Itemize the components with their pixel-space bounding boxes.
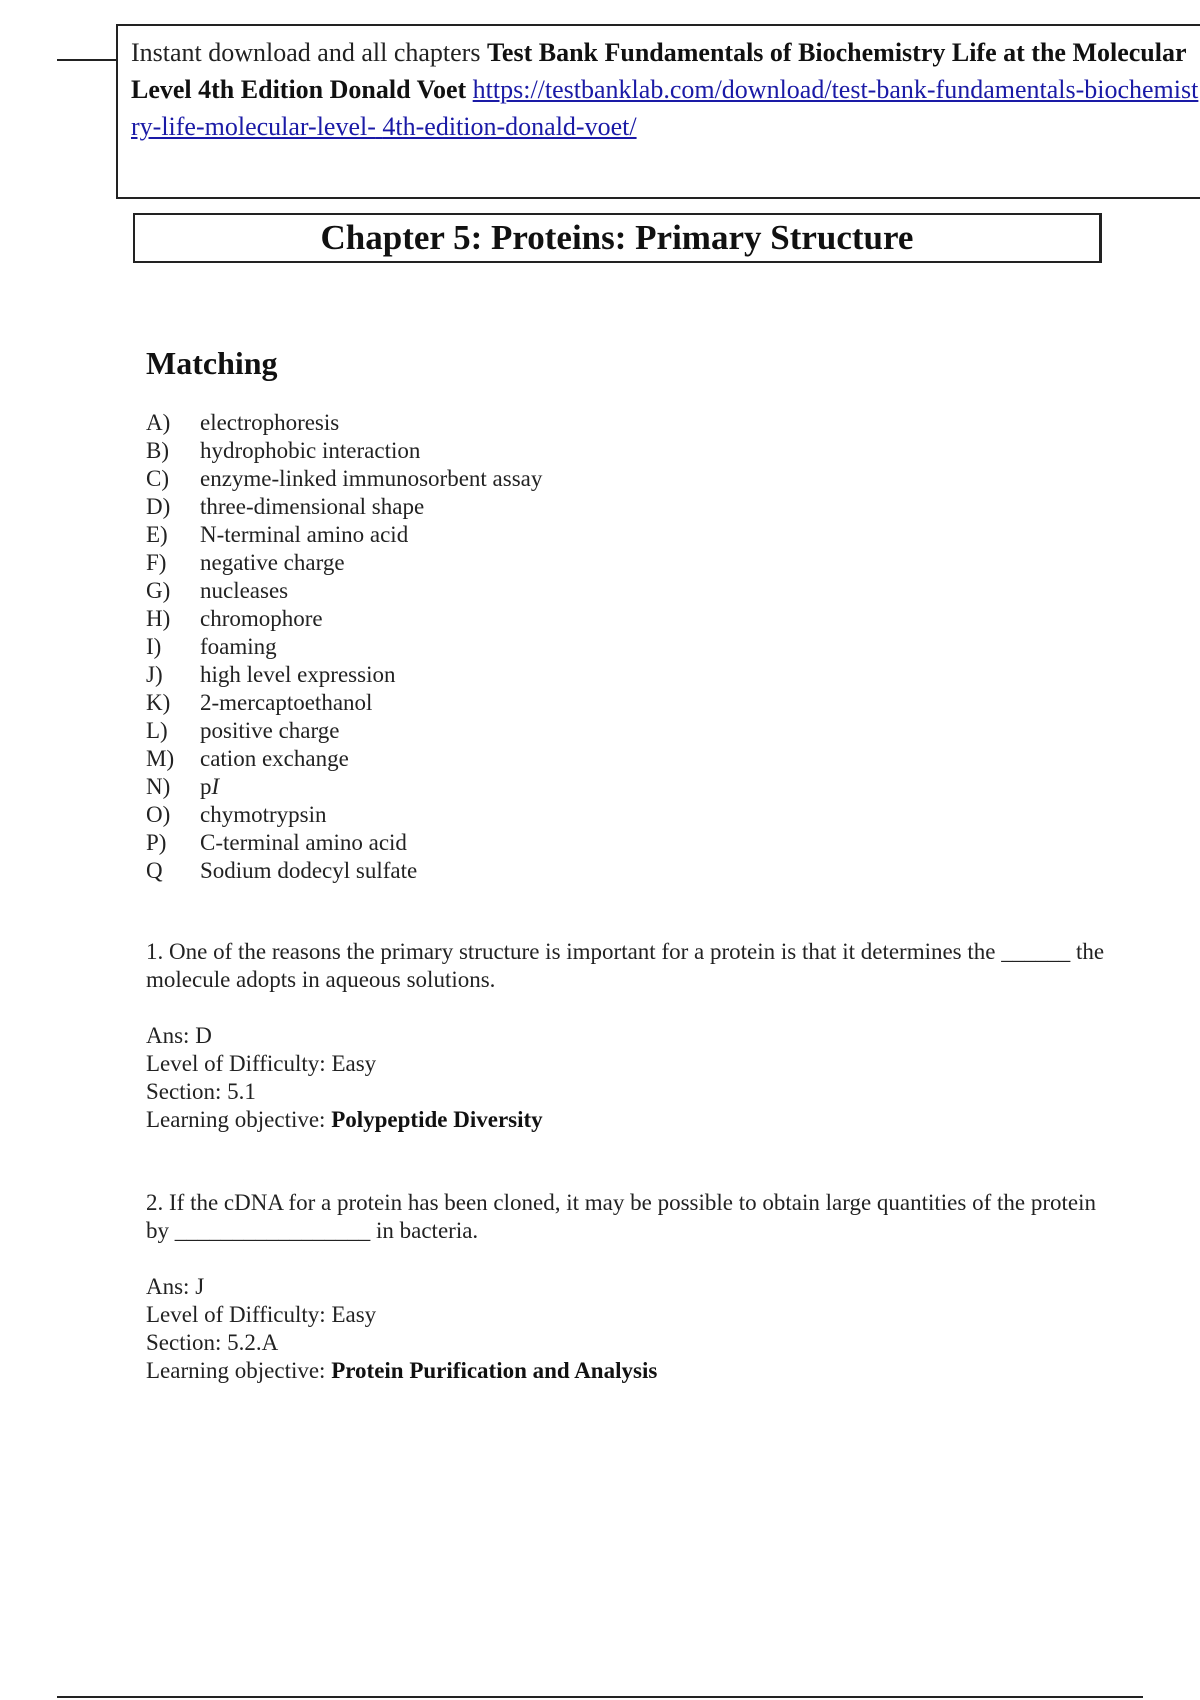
item-term: 2-mercaptoethanol bbox=[200, 690, 373, 715]
item-letter: B) bbox=[146, 438, 169, 463]
item-term: chromophore bbox=[200, 606, 323, 631]
list-item bbox=[146, 829, 542, 857]
item-term: positive charge bbox=[200, 718, 340, 743]
item-letter: F) bbox=[146, 550, 167, 575]
list-item bbox=[146, 493, 542, 521]
objective-prefix: Learning objective: bbox=[146, 1358, 332, 1383]
objective-value: Protein Purification and Analysis bbox=[331, 1358, 658, 1383]
list-item bbox=[146, 857, 542, 885]
item-term-prefix: p bbox=[200, 774, 212, 799]
top-left-rule bbox=[57, 59, 117, 61]
list-item bbox=[146, 549, 542, 577]
list-item bbox=[146, 689, 542, 717]
item-term: electrophoresis bbox=[200, 410, 340, 435]
item-term: hydrophobic interaction bbox=[200, 438, 421, 463]
list-item bbox=[146, 577, 542, 605]
item-letter: C) bbox=[146, 466, 169, 491]
learning-objective bbox=[146, 1106, 543, 1134]
item-letter: A) bbox=[146, 410, 171, 435]
answer-label: Ans: D bbox=[146, 1023, 212, 1048]
section-label: Section: 5.1 bbox=[146, 1079, 256, 1104]
matching-heading: Matching bbox=[146, 345, 278, 381]
question-2-answer-block bbox=[146, 1273, 657, 1385]
objective-value: Polypeptide Diversity bbox=[331, 1107, 543, 1132]
learning-objective bbox=[146, 1357, 657, 1385]
item-letter: Q bbox=[146, 858, 163, 883]
item-term: cation exchange bbox=[200, 746, 349, 771]
item-term: nucleases bbox=[200, 578, 289, 603]
item-letter: D) bbox=[146, 494, 171, 519]
bottom-rule bbox=[57, 1696, 1143, 1698]
item-term: chymotrypsin bbox=[200, 802, 327, 827]
download-link-line-1: https://testbanklab.com/download/test-bank-fundamentals-biochemistry-life-molecular-level- bbox=[131, 75, 1199, 141]
list-item bbox=[146, 717, 542, 745]
item-letter: I) bbox=[146, 634, 162, 659]
list-item bbox=[146, 801, 542, 829]
item-letter: O) bbox=[146, 802, 171, 827]
item-term-italic: I bbox=[211, 774, 220, 799]
difficulty-label: Level of Difficulty: Easy bbox=[146, 1302, 377, 1327]
answer-label: Ans: J bbox=[146, 1274, 205, 1299]
item-term: foaming bbox=[200, 634, 277, 659]
difficulty-label: Level of Difficulty: Easy bbox=[146, 1051, 377, 1076]
item-term: enzyme-linked immunosorbent assay bbox=[200, 466, 543, 491]
item-term: N-terminal amino acid bbox=[200, 522, 409, 547]
list-item bbox=[146, 745, 542, 773]
matching-list bbox=[146, 409, 542, 885]
item-letter: K) bbox=[146, 690, 171, 715]
list-item bbox=[146, 661, 542, 689]
section-label: Section: 5.2.A bbox=[146, 1330, 279, 1355]
item-term: high level expression bbox=[200, 662, 396, 687]
item-letter: H) bbox=[146, 606, 171, 631]
list-item bbox=[146, 605, 542, 633]
item-letter: P) bbox=[146, 830, 167, 855]
item-letter: J) bbox=[146, 662, 163, 687]
item-letter: N) bbox=[146, 774, 171, 799]
item-term: three-dimensional shape bbox=[200, 494, 425, 519]
header-box bbox=[116, 24, 1200, 199]
list-item bbox=[146, 521, 542, 549]
list-item bbox=[146, 465, 542, 493]
download-link-continued[interactable] bbox=[382, 112, 636, 141]
list-item bbox=[146, 773, 542, 801]
header-book-title: Test Bank Fundamentals of Biochemistry Life at the Molecular Level 4th Edition Donald Voet bbox=[131, 38, 1187, 104]
chapter-title: Chapter 5: Proteins: Primary Structure bbox=[133, 213, 1102, 263]
list-item bbox=[146, 437, 542, 465]
item-term bbox=[200, 773, 219, 801]
item-term: Sodium dodecyl sulfate bbox=[200, 858, 418, 883]
item-letter: G) bbox=[146, 578, 171, 603]
item-term: C-terminal amino acid bbox=[200, 830, 407, 855]
question-1-answer-block bbox=[146, 1022, 543, 1134]
item-term: negative charge bbox=[200, 550, 345, 575]
question-2-text: 2. If the cDNA for a protein has been cloned, it may be possible to obtain large quantities of the protein by _________________ in bacteria. bbox=[146, 1190, 1096, 1243]
item-letter: L) bbox=[146, 718, 168, 743]
item-letter: E) bbox=[146, 522, 168, 547]
item-letter: M) bbox=[146, 746, 175, 771]
objective-prefix: Learning objective: bbox=[146, 1107, 332, 1132]
list-item bbox=[146, 633, 542, 661]
list-item bbox=[146, 409, 542, 437]
question-1-text: 1. One of the reasons the primary structure is important for a protein is that it determines the ______ the molecule adopts in aqueous solutions. bbox=[146, 939, 1105, 992]
header-prefix: Instant download and all chapters bbox=[131, 38, 487, 67]
download-link-line-2: 4th-edition-donald-voet/ bbox=[382, 112, 637, 141]
